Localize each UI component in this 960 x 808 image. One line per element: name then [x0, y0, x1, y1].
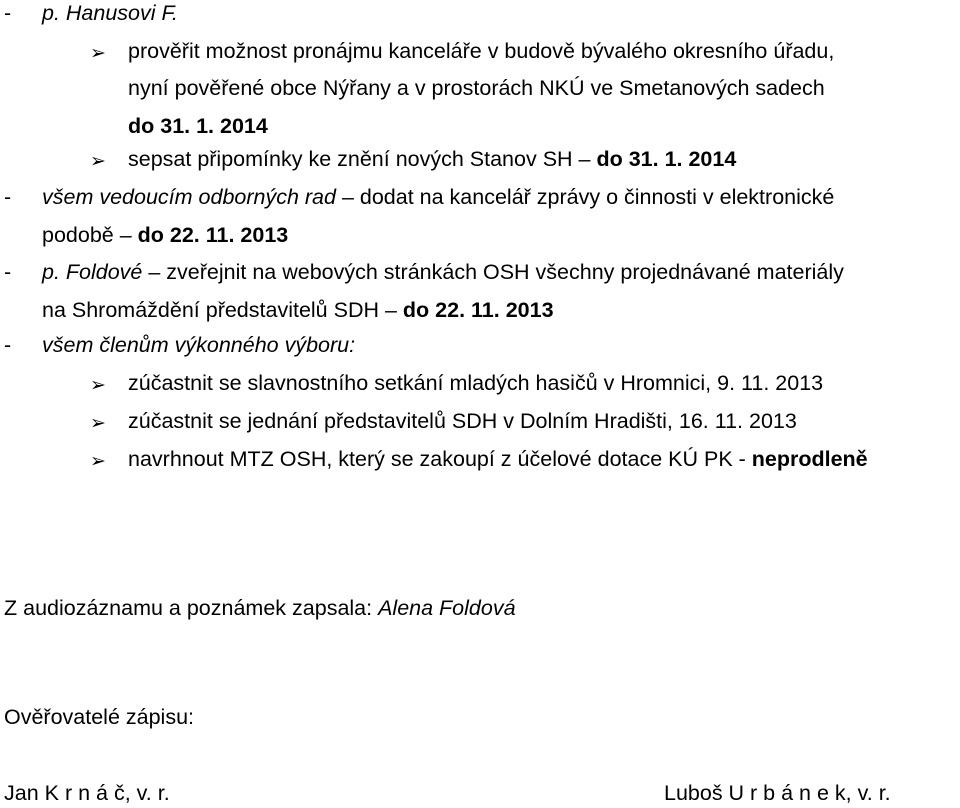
item-3-line-2-text: na Shromáždění představitelů SDH –	[42, 298, 403, 322]
item-1-assignee: p. Hanusovi F.	[42, 1, 178, 25]
recorder-name: Alena Foldová	[378, 596, 516, 620]
item-4-assignee: všem členům výkonného výboru:	[42, 333, 356, 357]
item-3-assignee: p. Foldové	[42, 260, 143, 284]
item-2-assignee: všem vedoucím odborných rad	[42, 185, 336, 209]
item-4-sub-3	[128, 449, 868, 471]
item-4-sub-1-text: zúčastnit se slavnostního setkání mladých hasičů v Hromnici, 9. 11. 2013	[128, 371, 824, 395]
arrow-bullet-icon: ➢	[90, 450, 106, 472]
item-3-deadline: do 22. 11. 2013	[402, 298, 554, 322]
item-2-task: – dodat na kancelář zprávy o činnosti v elektronické	[335, 185, 835, 209]
item-1-sub-1-line-1: prověřit možnost pronájmu kanceláře v budově bývalého okresního úřadu,	[128, 39, 835, 63]
item-4-sub-3-bold: neprodleně	[751, 447, 868, 471]
signature-left: Jan K r n á č, v. r.	[4, 781, 170, 805]
item-2-line-2-text: podobě –	[42, 223, 138, 247]
item-4-sub-3-text: navrhnout MTZ OSH, který se zakoupí z účelové dotace KÚ PK -	[128, 447, 752, 471]
item-1-sub-1-line-2: nyní pověřené obce Nýřany a v prostorách NKÚ ve Smetanových sadech	[128, 76, 825, 100]
item-3-task: – zveřejnit na webových stránkách OSH všechny projednávané materiály	[142, 260, 844, 284]
item-4-sub-1	[128, 373, 823, 395]
dash-bullet: -	[4, 185, 12, 209]
item-4-sub-2	[128, 411, 797, 433]
recorder-line	[4, 598, 516, 620]
item-4-sub-2-text: zúčastnit se jednání představitelů SDH v Dolním Hradišti, 16. 11. 2013	[128, 409, 797, 433]
item-2-line-2	[42, 225, 288, 247]
item-1-sub-2	[128, 149, 736, 171]
item-1-sub-2-text: sepsat připomínky ke znění nových Stanov SH –	[128, 147, 597, 171]
dash-bullet: -	[4, 333, 12, 357]
arrow-bullet-icon: ➢	[90, 150, 106, 172]
arrow-bullet-icon: ➢	[90, 412, 106, 434]
item-3-line-2	[42, 300, 554, 322]
recorder-label: Z audiozáznamu a poznámek zapsala:	[4, 596, 379, 620]
item-2-line-1	[42, 187, 834, 209]
arrow-bullet-icon: ➢	[90, 374, 106, 396]
verifiers-label: Ověřovatelé zápisu:	[4, 705, 195, 729]
item-1-sub-1-deadline: do 31. 1. 2014	[128, 114, 268, 138]
item-3-line-1	[42, 262, 844, 284]
dash-bullet: -	[4, 1, 12, 25]
item-2-deadline: do 22. 11. 2013	[137, 223, 289, 247]
dash-bullet: -	[4, 260, 12, 284]
arrow-bullet-icon: ➢	[90, 42, 106, 64]
signature-right: Luboš U r b á n e k, v. r.	[664, 781, 891, 805]
item-1-sub-2-deadline: do 31. 1. 2014	[596, 147, 737, 171]
